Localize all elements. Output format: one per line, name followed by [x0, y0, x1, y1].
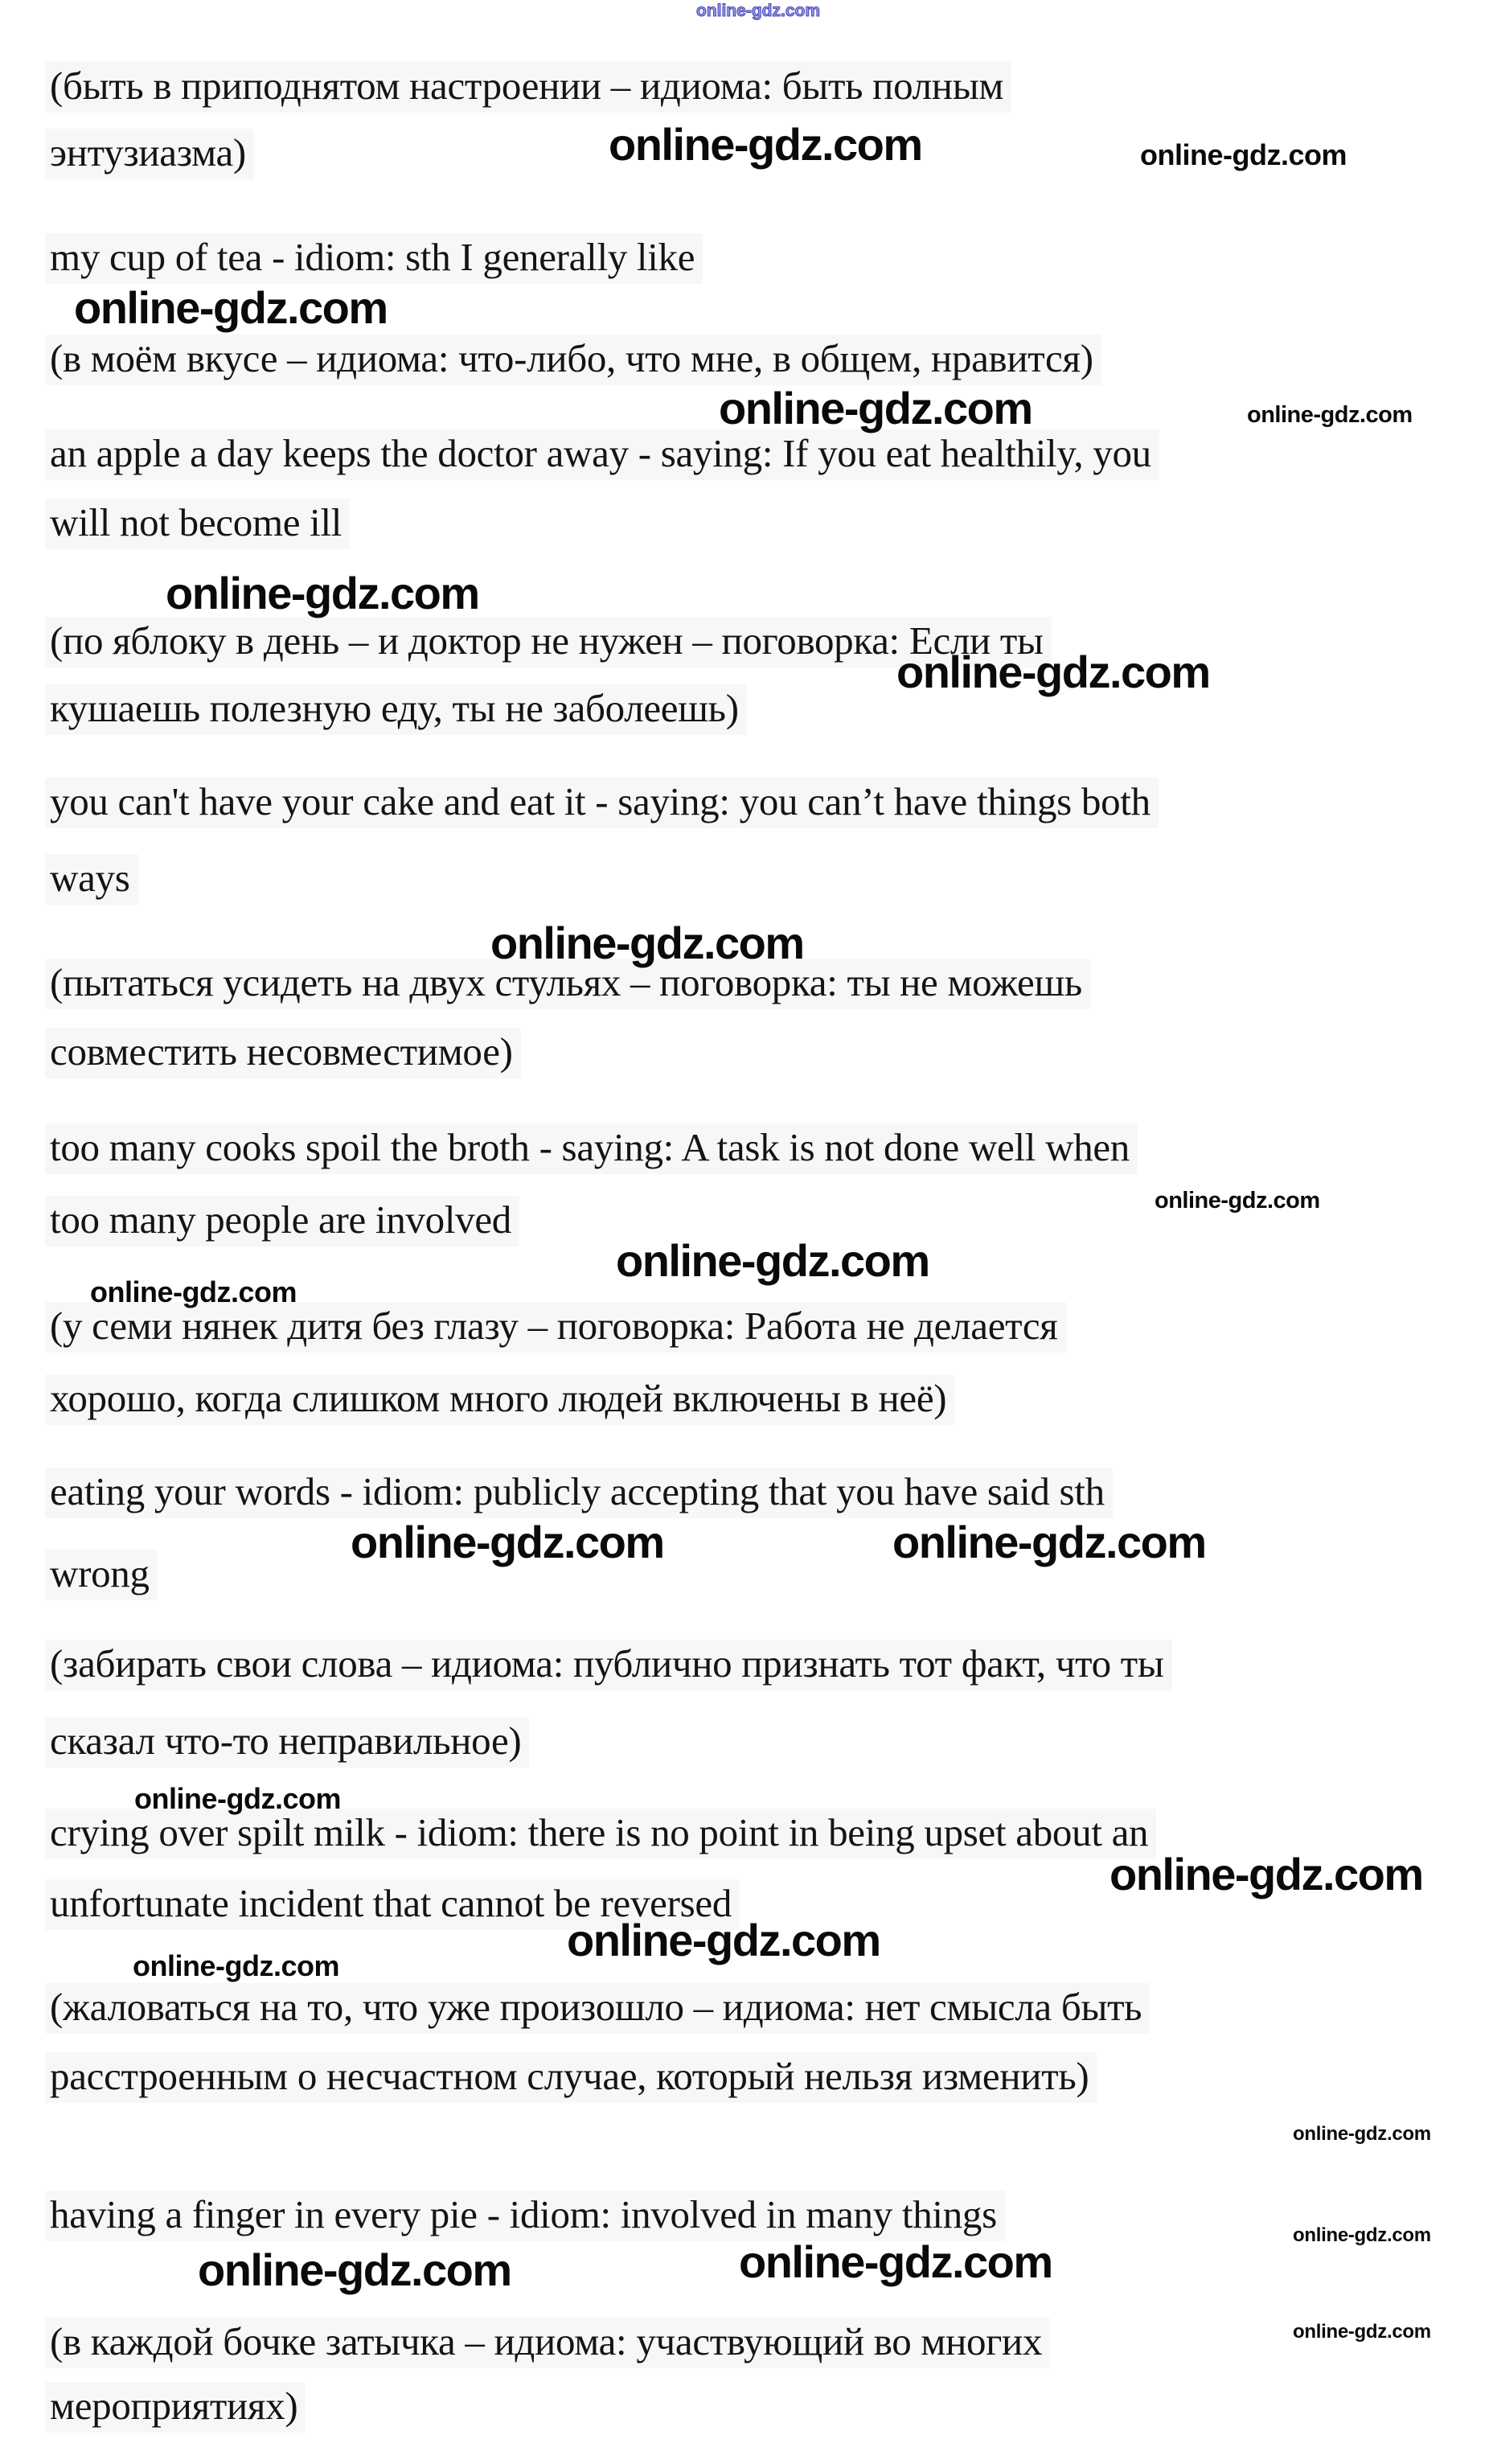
russian-translation-line: (быть в приподнятом настроении – идиома: быть полным [45, 62, 1011, 113]
idiom-definition-line: eating your words - idiom: publicly accepting that you have said sth [45, 1468, 1113, 1518]
watermark-online-gdz: online-gdz.com [1155, 1188, 1320, 1214]
russian-translation-line: (у семи нянек дитя без глазу – поговорка: Работа не делается [45, 1302, 1066, 1353]
idiom-definition-line: will not become ill [45, 499, 350, 549]
idiom-definition-line: unfortunate incident that cannot be reversed [45, 1879, 740, 1930]
idiom-definition-line: my cup of tea - idiom: sth I generally like [45, 233, 703, 284]
idiom-definition-line: too many cooks spoil the broth - saying: A task is not done well when [45, 1123, 1138, 1174]
idiom-definition-line: ways [45, 854, 138, 905]
watermark-online-gdz: online-gdz.com [609, 119, 922, 170]
watermark-online-gdz: online-gdz.com [1109, 1849, 1423, 1899]
russian-translation-line: энтузиазма) [45, 129, 254, 179]
watermark-online-gdz: online-gdz.com [1293, 2224, 1431, 2246]
idiom-definition-line: having a finger in every pie - idiom: involved in many things [45, 2191, 1005, 2241]
russian-translation-line: сказал что-то неправильное) [45, 1717, 529, 1768]
watermark-online-gdz: online-gdz.com [739, 2236, 1052, 2287]
watermark-online-gdz: online-gdz.com [1140, 138, 1347, 171]
russian-translation-line: расстроенным о несчастном случае, который нельзя изменить) [45, 2052, 1097, 2103]
russian-translation-line: (жаловаться на то, что уже произошло – идиома: нет смысла быть [45, 1983, 1150, 2034]
watermark-online-gdz: online-gdz.com [896, 647, 1210, 697]
russian-translation-line: (по яблоку в день – и доктор не нужен – поговорка: Если ты [45, 617, 1052, 667]
russian-translation-line: (в каждой бочке затычка – идиома: участвующий во многих [45, 2318, 1050, 2368]
russian-translation-line: кушаешь полезную еду, ты не заболеешь) [45, 684, 747, 735]
site-logo-watermark: online-gdz.com [696, 2, 820, 20]
watermark-online-gdz: online-gdz.com [133, 1949, 339, 1982]
watermark-online-gdz: online-gdz.com [166, 568, 479, 618]
russian-translation-line: (забирать свои слова – идиома: публично признать тот факт, что ты [45, 1640, 1172, 1690]
watermark-online-gdz: online-gdz.com [351, 1517, 664, 1567]
watermark-online-gdz: online-gdz.com [90, 1275, 297, 1308]
watermark-online-gdz: online-gdz.com [616, 1235, 929, 1286]
watermark-online-gdz: online-gdz.com [892, 1517, 1206, 1567]
idiom-definition-line: too many people are involved [45, 1196, 519, 1246]
idiom-definition-line: an apple a day keeps the doctor away - saying: If you eat healthily, you [45, 429, 1159, 480]
russian-translation-line: совместить несовместимое) [45, 1028, 521, 1078]
russian-translation-line: (в моём вкусе – идиома: что-либо, что мне, в общем, нравится) [45, 335, 1101, 385]
watermark-online-gdz: online-gdz.com [490, 918, 804, 968]
watermark-online-gdz: online-gdz.com [1293, 2321, 1431, 2343]
idiom-definition-line: you can't have your cake and eat it - saying: you can’t have things both [45, 778, 1159, 828]
watermark-online-gdz: online-gdz.com [567, 1915, 880, 1965]
watermark-online-gdz: online-gdz.com [74, 282, 388, 333]
watermark-online-gdz: online-gdz.com [1247, 402, 1413, 428]
watermark-online-gdz: online-gdz.com [719, 383, 1032, 433]
watermark-online-gdz: online-gdz.com [134, 1782, 341, 1815]
russian-translation-line: мероприятиях) [45, 2382, 306, 2433]
idiom-definition-line: crying over spilt milk - idiom: there is no point in being upset about an [45, 1809, 1156, 1859]
russian-translation-line: (пытаться усидеть на двух стульях – поговорка: ты не можешь [45, 959, 1090, 1009]
idiom-definition-line: wrong [45, 1550, 158, 1600]
watermark-online-gdz: online-gdz.com [1293, 2123, 1431, 2145]
watermark-online-gdz: online-gdz.com [198, 2244, 511, 2295]
russian-translation-line: хорошо, когда слишком много людей включены в неё) [45, 1374, 954, 1425]
